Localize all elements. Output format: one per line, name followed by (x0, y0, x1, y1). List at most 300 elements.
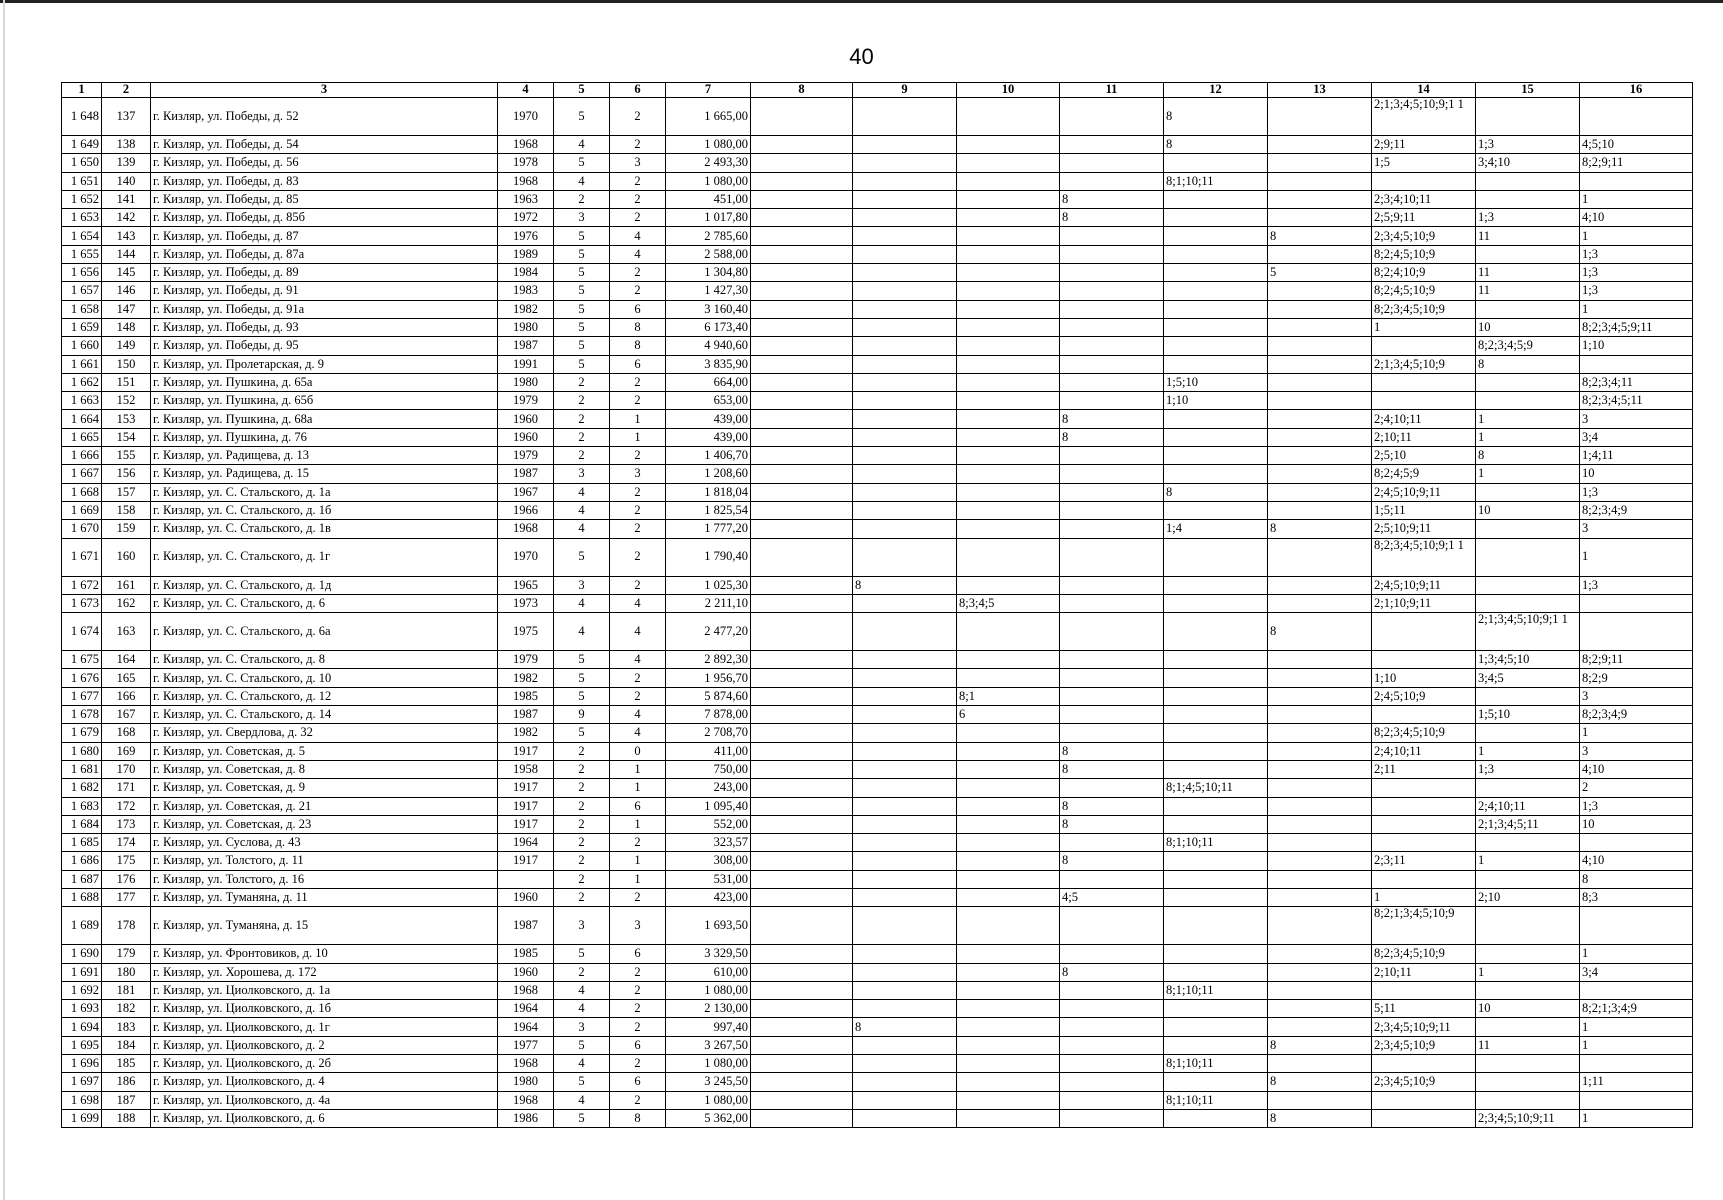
table-cell-col-10 (957, 1018, 1060, 1036)
table-cell-col-15 (1476, 576, 1580, 594)
table-cell-col-1: 1 670 (62, 520, 102, 538)
table-cell-col-9 (853, 300, 957, 318)
table-cell-col-1: 1 696 (62, 1055, 102, 1073)
table-cell-col-4: 1987 (498, 337, 554, 355)
table-cell-col-15 (1476, 373, 1580, 391)
table-cell-col-15 (1476, 1018, 1580, 1036)
table-cell-col-1: 1 694 (62, 1018, 102, 1036)
table-cell-col-9: 8 (853, 576, 957, 594)
table-cell-col-2: 144 (102, 245, 151, 263)
table-cell-col-15 (1476, 1073, 1580, 1091)
table-cell-col-14 (1372, 981, 1476, 999)
table-cell-col-12: 1;4 (1164, 520, 1268, 538)
table-cell-col-14: 5;11 (1372, 1000, 1476, 1018)
table-cell-col-11: 8 (1060, 190, 1164, 208)
table-cell-col-4: 1975 (498, 613, 554, 651)
table-cell-col-10 (957, 613, 1060, 651)
table-cell-col-8 (751, 373, 853, 391)
table-cell-col-9 (853, 337, 957, 355)
table-cell-col-1: 1 693 (62, 1000, 102, 1018)
table-cell-col-3: г. Кизляр, ул. Циолковского, д. 4 (151, 1073, 498, 1091)
table-cell-col-9 (853, 264, 957, 282)
table-cell-col-3: г. Кизляр, ул. Циолковского, д. 2 (151, 1036, 498, 1054)
table-cell-col-4: 1960 (498, 428, 554, 446)
table-cell-col-8 (751, 465, 853, 483)
table-cell-col-11 (1060, 227, 1164, 245)
table-cell-col-13 (1268, 963, 1372, 981)
table-cell-col-6: 2 (610, 98, 666, 136)
table-cell-col-13 (1268, 981, 1372, 999)
table-cell-col-2: 179 (102, 945, 151, 963)
table-cell-col-2: 147 (102, 300, 151, 318)
table-cell-col-12 (1164, 852, 1268, 870)
table-cell-col-12 (1164, 815, 1268, 833)
table-cell-col-12 (1164, 1073, 1268, 1091)
table-cell-col-10 (957, 1091, 1060, 1109)
table-cell-col-14: 2;5;10;9;11 (1372, 520, 1476, 538)
table-cell-col-6: 2 (610, 1055, 666, 1073)
table-cell-col-9 (853, 760, 957, 778)
table-cell-col-6: 4 (610, 651, 666, 669)
table-cell-col-3: г. Кизляр, ул. Циолковского, д. 6 (151, 1109, 498, 1127)
table-cell-col-11 (1060, 706, 1164, 724)
table-cell-col-10 (957, 392, 1060, 410)
table-cell-col-2: 158 (102, 501, 151, 519)
table-cell-col-9 (853, 520, 957, 538)
table-cell-col-16: 8;2;3;4;9 (1580, 706, 1693, 724)
table-cell-col-2: 156 (102, 465, 151, 483)
table-cell-col-7: 3 835,90 (666, 355, 751, 373)
table-cell-col-9 (853, 538, 957, 576)
table-cell-col-8 (751, 483, 853, 501)
table-cell-col-3: г. Кизляр, ул. С. Стальского, д. 12 (151, 687, 498, 705)
table-cell-col-12 (1164, 1036, 1268, 1054)
table-cell-col-1: 1 684 (62, 815, 102, 833)
table-cell-col-2: 173 (102, 815, 151, 833)
table-cell-col-8 (751, 779, 853, 797)
table-cell-col-6: 2 (610, 282, 666, 300)
table-cell-col-14: 2;4;10;11 (1372, 410, 1476, 428)
table-cell-col-16 (1580, 1091, 1693, 1109)
table-cell-col-8 (751, 227, 853, 245)
table-cell-col-4: 1989 (498, 245, 554, 263)
table-cell-col-13 (1268, 410, 1372, 428)
table-cell-col-15: 11 (1476, 1036, 1580, 1054)
table-cell-col-4: 1982 (498, 669, 554, 687)
table-cell-col-1: 1 671 (62, 538, 102, 576)
table-cell-col-4: 1960 (498, 888, 554, 906)
table-cell-col-11: 8 (1060, 760, 1164, 778)
table-cell-col-5: 2 (554, 760, 610, 778)
table-cell-col-6: 6 (610, 797, 666, 815)
table-cell-col-2: 163 (102, 613, 151, 651)
table-cell-col-13 (1268, 907, 1372, 945)
table-cell-col-6: 3 (610, 907, 666, 945)
table-cell-col-4: 1917 (498, 742, 554, 760)
table-cell-col-5: 3 (554, 576, 610, 594)
table-cell-col-16: 8;2;9;11 (1580, 651, 1693, 669)
table-cell-col-12 (1164, 154, 1268, 172)
table-cell-col-3: г. Кизляр, ул. Пушкина, д. 68а (151, 410, 498, 428)
table-cell-col-2: 188 (102, 1109, 151, 1127)
table-cell-col-6: 2 (610, 1018, 666, 1036)
table-cell-col-2: 142 (102, 209, 151, 227)
table-cell-col-11 (1060, 172, 1164, 190)
table-row (62, 724, 1693, 742)
table-cell-col-3: г. Кизляр, ул. С. Стальского, д. 1б (151, 501, 498, 519)
table-cell-col-2: 160 (102, 538, 151, 576)
table-cell-col-13 (1268, 483, 1372, 501)
table-cell-col-12 (1164, 190, 1268, 208)
table-cell-col-11: 8 (1060, 852, 1164, 870)
column-header: 15 (1476, 83, 1580, 98)
table-cell-col-7: 1 777,20 (666, 520, 751, 538)
table-cell-col-2: 187 (102, 1091, 151, 1109)
table-cell-col-5: 5 (554, 282, 610, 300)
table-cell-col-10 (957, 724, 1060, 742)
table-cell-col-6: 1 (610, 428, 666, 446)
table-cell-col-9 (853, 1091, 957, 1109)
table-cell-col-12 (1164, 706, 1268, 724)
table-cell-col-6: 2 (610, 834, 666, 852)
table-cell-col-14: 2;1;3;4;5;10;9 (1372, 355, 1476, 373)
table-cell-col-11 (1060, 282, 1164, 300)
table-cell-col-13 (1268, 337, 1372, 355)
scan-top-edge (0, 0, 1723, 3)
table-row (62, 760, 1693, 778)
table-row (62, 669, 1693, 687)
table-row (62, 154, 1693, 172)
table-cell-col-3: г. Кизляр, ул. С. Стальского, д. 1д (151, 576, 498, 594)
table-cell-col-7: 653,00 (666, 392, 751, 410)
table-cell-col-8 (751, 154, 853, 172)
table-cell-col-16: 3 (1580, 687, 1693, 705)
table-cell-col-6: 2 (610, 392, 666, 410)
table-cell-col-3: г. Кизляр, ул. Победы, д. 95 (151, 337, 498, 355)
table-cell-col-15 (1476, 907, 1580, 945)
table-cell-col-5: 4 (554, 613, 610, 651)
table-cell-col-13 (1268, 724, 1372, 742)
table-cell-col-9 (853, 227, 957, 245)
table-row (62, 815, 1693, 833)
table-cell-col-16: 1 (1580, 190, 1693, 208)
table-cell-col-5: 2 (554, 815, 610, 833)
table-row (62, 651, 1693, 669)
table-row (62, 1091, 1693, 1109)
table-cell-col-7: 439,00 (666, 428, 751, 446)
table-cell-col-8 (751, 760, 853, 778)
table-cell-col-4: 1968 (498, 1091, 554, 1109)
table-cell-col-14: 2;10;11 (1372, 963, 1476, 981)
table-cell-col-13 (1268, 706, 1372, 724)
table-cell-col-10 (957, 190, 1060, 208)
table-cell-col-1: 1 659 (62, 318, 102, 336)
table-cell-col-15: 1;3 (1476, 209, 1580, 227)
table-cell-col-9 (853, 501, 957, 519)
table-cell-col-5: 5 (554, 724, 610, 742)
table-cell-col-13 (1268, 300, 1372, 318)
table-cell-col-16: 2 (1580, 779, 1693, 797)
table-cell-col-1: 1 663 (62, 392, 102, 410)
table-cell-col-9 (853, 724, 957, 742)
table-cell-col-2: 159 (102, 520, 151, 538)
table-cell-col-4: 1972 (498, 209, 554, 227)
table-cell-col-13 (1268, 651, 1372, 669)
table-cell-col-16: 4;10 (1580, 209, 1693, 227)
table-cell-col-2: 186 (102, 1073, 151, 1091)
table-cell-col-2: 138 (102, 136, 151, 154)
table-cell-col-14: 2;1;3;4;5;10;9;1 1 (1372, 98, 1476, 136)
table-cell-col-5: 5 (554, 669, 610, 687)
table-row (62, 834, 1693, 852)
table-cell-col-1: 1 682 (62, 779, 102, 797)
table-cell-col-9 (853, 190, 957, 208)
table-cell-col-16: 3;4 (1580, 963, 1693, 981)
table-cell-col-4: 1979 (498, 447, 554, 465)
table-cell-col-9 (853, 373, 957, 391)
table-cell-col-8 (751, 742, 853, 760)
table-cell-col-7: 5 874,60 (666, 687, 751, 705)
column-header: 2 (102, 83, 151, 98)
table-cell-col-8 (751, 963, 853, 981)
table-cell-col-12 (1164, 669, 1268, 687)
table-cell-col-11 (1060, 447, 1164, 465)
table-cell-col-13 (1268, 465, 1372, 483)
table-cell-col-13: 8 (1268, 520, 1372, 538)
table-row (62, 1036, 1693, 1054)
table-cell-col-16: 1 (1580, 1036, 1693, 1054)
table-cell-col-9 (853, 1055, 957, 1073)
table-cell-col-12 (1164, 227, 1268, 245)
table-cell-col-1: 1 678 (62, 706, 102, 724)
table-cell-col-8 (751, 687, 853, 705)
table-cell-col-12 (1164, 613, 1268, 651)
table-cell-col-8 (751, 337, 853, 355)
table-cell-col-13 (1268, 1018, 1372, 1036)
table-cell-col-4: 1965 (498, 576, 554, 594)
table-cell-col-13 (1268, 576, 1372, 594)
table-cell-col-14 (1372, 392, 1476, 410)
table-cell-col-13 (1268, 447, 1372, 465)
table-row (62, 264, 1693, 282)
table-cell-col-14 (1372, 1109, 1476, 1127)
table-cell-col-15: 11 (1476, 282, 1580, 300)
table-cell-col-12 (1164, 760, 1268, 778)
table-cell-col-15 (1476, 594, 1580, 612)
table-cell-col-3: г. Кизляр, ул. Хорошева, д. 172 (151, 963, 498, 981)
table-cell-col-8 (751, 852, 853, 870)
table-cell-col-11 (1060, 576, 1164, 594)
table-cell-col-14 (1372, 337, 1476, 355)
table-cell-col-2: 183 (102, 1018, 151, 1036)
table-cell-col-8 (751, 1073, 853, 1091)
table-row (62, 337, 1693, 355)
table-cell-col-5: 2 (554, 410, 610, 428)
table-cell-col-8 (751, 1018, 853, 1036)
table-cell-col-7: 1 208,60 (666, 465, 751, 483)
table-cell-col-2: 167 (102, 706, 151, 724)
table-cell-col-1: 1 654 (62, 227, 102, 245)
table-cell-col-10 (957, 264, 1060, 282)
table-cell-col-2: 143 (102, 227, 151, 245)
table-cell-col-15 (1476, 190, 1580, 208)
table-cell-col-3: г. Кизляр, ул. Победы, д. 91а (151, 300, 498, 318)
table-cell-col-15: 10 (1476, 501, 1580, 519)
table-cell-col-10 (957, 209, 1060, 227)
table-cell-col-4: 1986 (498, 1109, 554, 1127)
table-cell-col-9 (853, 1036, 957, 1054)
table-cell-col-5: 2 (554, 779, 610, 797)
table-cell-col-11 (1060, 870, 1164, 888)
table-cell-col-16: 3 (1580, 520, 1693, 538)
table-cell-col-14: 8;2;3;4;5;10;9 (1372, 945, 1476, 963)
table-row (62, 190, 1693, 208)
table-cell-col-16: 8;2;3;4;9 (1580, 501, 1693, 519)
table-cell-col-15: 8 (1476, 355, 1580, 373)
table-cell-col-12 (1164, 963, 1268, 981)
table-cell-col-1: 1 697 (62, 1073, 102, 1091)
table-cell-col-5: 5 (554, 1073, 610, 1091)
table-cell-col-10 (957, 520, 1060, 538)
table-cell-col-9 (853, 706, 957, 724)
table-cell-col-1: 1 690 (62, 945, 102, 963)
table-cell-col-6: 4 (610, 613, 666, 651)
table-cell-col-2: 168 (102, 724, 151, 742)
table-cell-col-16 (1580, 594, 1693, 612)
table-cell-col-16: 1 (1580, 945, 1693, 963)
table-cell-col-3: г. Кизляр, ул. Пролетарская, д. 9 (151, 355, 498, 373)
table-cell-col-3: г. Кизляр, ул. Фронтовиков, д. 10 (151, 945, 498, 963)
table-cell-col-15: 1 (1476, 465, 1580, 483)
table-cell-col-1: 1 685 (62, 834, 102, 852)
table-cell-col-4: 1960 (498, 963, 554, 981)
table-cell-col-4: 1964 (498, 1000, 554, 1018)
table-cell-col-7: 5 362,00 (666, 1109, 751, 1127)
table-row (62, 483, 1693, 501)
table-cell-col-12: 8 (1164, 483, 1268, 501)
table-cell-col-14: 2;11 (1372, 760, 1476, 778)
table-cell-col-9 (853, 154, 957, 172)
table-cell-col-7: 1 956,70 (666, 669, 751, 687)
table-cell-col-11 (1060, 245, 1164, 263)
table-cell-col-10 (957, 245, 1060, 263)
table-cell-col-4: 1985 (498, 945, 554, 963)
table-cell-col-3: г. Кизляр, ул. Советская, д. 8 (151, 760, 498, 778)
table-cell-col-8 (751, 576, 853, 594)
table-row (62, 706, 1693, 724)
table-cell-col-7: 750,00 (666, 760, 751, 778)
table-cell-col-16: 1;3 (1580, 282, 1693, 300)
table-row (62, 852, 1693, 870)
table-cell-col-15: 1;3 (1476, 760, 1580, 778)
table-cell-col-12 (1164, 1018, 1268, 1036)
table-cell-col-14: 2;3;4;10;11 (1372, 190, 1476, 208)
table-cell-col-16 (1580, 172, 1693, 190)
table-cell-col-5: 5 (554, 264, 610, 282)
table-cell-col-15: 1;5;10 (1476, 706, 1580, 724)
table-cell-col-4: 1979 (498, 651, 554, 669)
table-cell-col-14: 2;4;5;10;9;11 (1372, 483, 1476, 501)
table-row (62, 1018, 1693, 1036)
table-cell-col-8 (751, 706, 853, 724)
table-cell-col-15: 8;2;3;4;5;9 (1476, 337, 1580, 355)
table-cell-col-16: 8;2;1;3;4;9 (1580, 1000, 1693, 1018)
table-cell-col-8 (751, 945, 853, 963)
table-cell-col-2: 145 (102, 264, 151, 282)
table-cell-col-13 (1268, 779, 1372, 797)
table-cell-col-10 (957, 888, 1060, 906)
table-cell-col-6: 2 (610, 136, 666, 154)
table-cell-col-3: г. Кизляр, ул. С. Стальского, д. 6 (151, 594, 498, 612)
table-cell-col-9 (853, 1000, 957, 1018)
table-cell-col-11 (1060, 501, 1164, 519)
table-cell-col-16 (1580, 907, 1693, 945)
table-cell-col-6: 2 (610, 264, 666, 282)
table-cell-col-11 (1060, 318, 1164, 336)
table-cell-col-15: 2;4;10;11 (1476, 797, 1580, 815)
table-cell-col-6: 4 (610, 245, 666, 263)
table-cell-col-13 (1268, 687, 1372, 705)
table-cell-col-12 (1164, 1109, 1268, 1127)
table-cell-col-5: 5 (554, 945, 610, 963)
table-cell-col-9 (853, 594, 957, 612)
table-cell-col-9 (853, 651, 957, 669)
table-cell-col-7: 1 304,80 (666, 264, 751, 282)
table-cell-col-7: 1 790,40 (666, 538, 751, 576)
table-cell-col-13: 8 (1268, 613, 1372, 651)
table-row (62, 742, 1693, 760)
column-header: 9 (853, 83, 957, 98)
column-header: 1 (62, 83, 102, 98)
table-cell-col-10 (957, 337, 1060, 355)
table-cell-col-5: 3 (554, 209, 610, 227)
table-cell-col-5: 4 (554, 1000, 610, 1018)
table-cell-col-15 (1476, 981, 1580, 999)
table-cell-col-11 (1060, 687, 1164, 705)
table-cell-col-11 (1060, 1109, 1164, 1127)
table-cell-col-6: 2 (610, 576, 666, 594)
table-cell-col-9 (853, 172, 957, 190)
table-row (62, 136, 1693, 154)
table-cell-col-8 (751, 981, 853, 999)
table-cell-col-14 (1372, 706, 1476, 724)
table-cell-col-11 (1060, 264, 1164, 282)
table-cell-col-16 (1580, 98, 1693, 136)
table-cell-col-2: 154 (102, 428, 151, 446)
table-cell-col-11 (1060, 1055, 1164, 1073)
column-header: 10 (957, 83, 1060, 98)
table-cell-col-1: 1 676 (62, 669, 102, 687)
table-cell-col-10 (957, 136, 1060, 154)
table-cell-col-2: 185 (102, 1055, 151, 1073)
table-cell-col-3: г. Кизляр, ул. С. Стальского, д. 1а (151, 483, 498, 501)
table-cell-col-11: 8 (1060, 209, 1164, 227)
table-cell-col-16: 8;2;3;4;5;11 (1580, 392, 1693, 410)
table-cell-col-10 (957, 1055, 1060, 1073)
table-cell-col-8 (751, 870, 853, 888)
table-cell-col-16: 8;2;9 (1580, 669, 1693, 687)
table-cell-col-13 (1268, 1055, 1372, 1073)
table-row (62, 797, 1693, 815)
table-cell-col-1: 1 655 (62, 245, 102, 263)
table-cell-col-1: 1 687 (62, 870, 102, 888)
table-cell-col-1: 1 653 (62, 209, 102, 227)
table-cell-col-4: 1970 (498, 98, 554, 136)
table-cell-col-12: 1;10 (1164, 392, 1268, 410)
table-cell-col-10 (957, 318, 1060, 336)
table-cell-col-3: г. Кизляр, ул. Победы, д. 54 (151, 136, 498, 154)
table-cell-col-1: 1 668 (62, 483, 102, 501)
